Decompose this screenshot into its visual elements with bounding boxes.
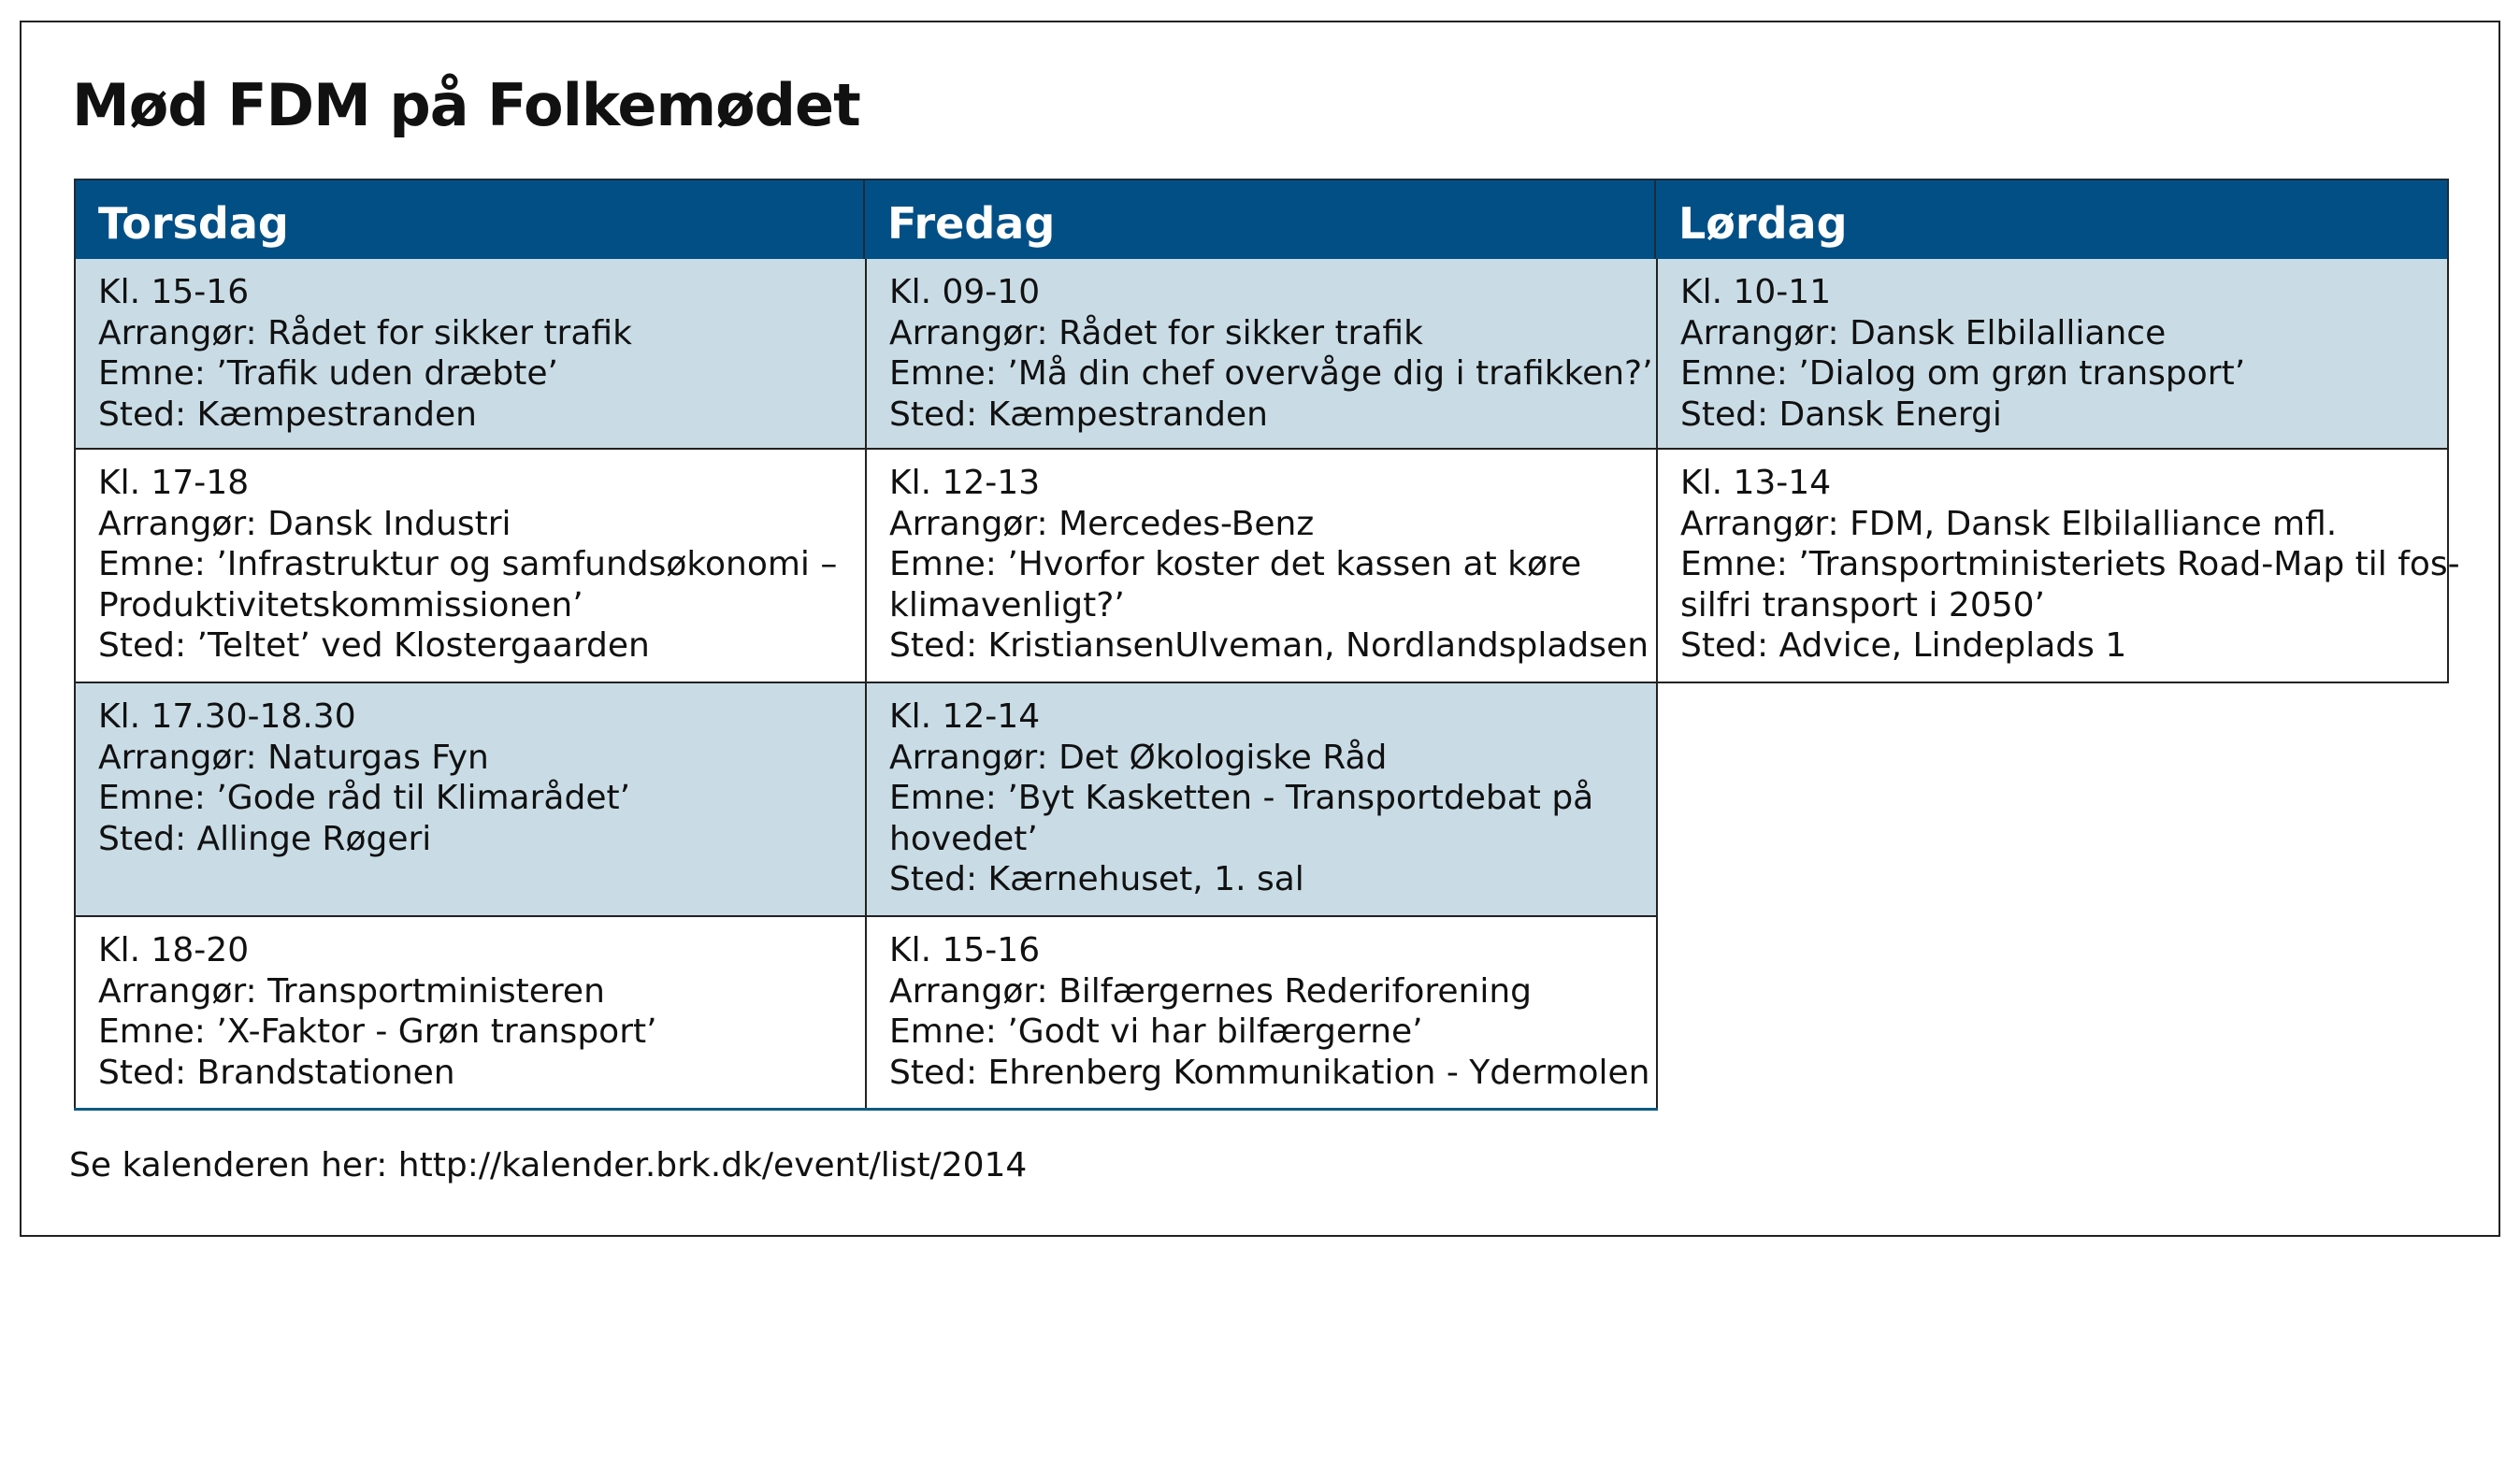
event-topic: Emne: ’Trafik uden dræbte’ [98, 354, 558, 394]
event-cell-fredag-1 [865, 259, 1658, 450]
column-header-torsdag: Torsdag [74, 179, 865, 259]
event-cell-lordag-1 [1656, 259, 2449, 450]
event-organizer: Arrangør: Mercedes-Benz [889, 504, 1315, 543]
event-organizer: Arrangør: Transportministeren [98, 971, 605, 1011]
event-location: Sted: Allinge Røgeri [98, 819, 432, 858]
event-cell-torsdag-3 [74, 683, 867, 917]
event-topic: Emne: ’Byt Kasketten - Transportdebat på [889, 779, 1594, 818]
event-time: Kl. 12-14 [889, 697, 1041, 736]
calendar-link-text: Se kalenderen her: http://kalender.brk.dk/event/list/2014 [69, 1146, 1028, 1184]
event-topic: Emne: ’Godt vi har bilfærgerne’ [889, 1012, 1423, 1052]
event-organizer: Arrangør: FDM, Dansk Elbilalliance mfl. [1680, 504, 2338, 543]
event-cell-torsdag-1 [74, 259, 867, 450]
event-topic-cont: hovedet’ [889, 819, 1038, 858]
event-organizer: Arrangør: Naturgas Fyn [98, 738, 489, 777]
event-cell-lordag-2 [1656, 450, 2460, 683]
event-time: Kl. 09-10 [889, 273, 1041, 311]
event-topic: Emne: ’Transportministeriets Road-Map til fos- [1680, 545, 2460, 584]
event-time: Kl. 18-20 [98, 931, 250, 969]
event-cell-fredag-3 [865, 683, 1658, 917]
event-organizer: Arrangør: Bilfærgernes Rederiforening [889, 971, 1533, 1011]
event-cell-fredag-2 [865, 450, 1658, 683]
event-topic-cont: silfri transport i 2050’ [1680, 585, 2045, 624]
event-time: Kl. 15-16 [98, 273, 250, 311]
event-location: Sted: Advice, Lindeplads 1 [1680, 626, 2127, 666]
event-time: Kl. 13-14 [1680, 464, 1832, 502]
event-topic-cont: klimavenligt?’ [889, 585, 1125, 624]
event-location: Sted: Brandstationen [98, 1053, 455, 1092]
event-topic-cont: Produktivitetskommissionen’ [98, 585, 583, 624]
column-header-lordag: Lørdag [1656, 179, 2449, 259]
event-cell-fredag-4 [865, 917, 1658, 1110]
event-topic: Emne: ’Må din chef overvåge dig i trafikken?’ [889, 354, 1653, 394]
column-header-fredag: Fredag [865, 179, 1656, 259]
page-title: Mød FDM på Folkemødet [72, 71, 860, 139]
event-cell-torsdag-4 [74, 917, 867, 1110]
event-topic: Emne: ’Hvorfor koster det kassen at køre [889, 545, 1582, 584]
event-time: Kl. 17-18 [98, 464, 250, 502]
event-location: Sted: Kærnehuset, 1. sal [889, 860, 1304, 899]
event-organizer: Arrangør: Det Økologiske Råd [889, 738, 1388, 777]
event-time: Kl. 12-13 [889, 464, 1041, 502]
event-topic: Emne: ’Gode råd til Klimarådet’ [98, 779, 631, 818]
event-organizer: Arrangør: Rådet for sikker trafik [98, 313, 632, 352]
event-topic: Emne: ’Infrastruktur og samfundsøkonomi – [98, 545, 838, 584]
event-topic: Emne: ’X-Faktor - Grøn transport’ [98, 1012, 657, 1052]
event-location: Sted: Kæmpestranden [889, 395, 1268, 434]
table-bottom-rule [74, 1108, 1658, 1111]
event-topic: Emne: ’Dialog om grøn transport’ [1680, 354, 2246, 394]
event-location: Sted: ’Teltet’ ved Klostergaarden [98, 626, 650, 666]
event-organizer: Arrangør: Dansk Elbilalliance [1680, 313, 2167, 352]
event-cell-torsdag-2 [74, 450, 867, 683]
event-location: Sted: Dansk Energi [1680, 395, 2002, 434]
event-time: Kl. 10-11 [1680, 273, 1832, 311]
event-location: Sted: Ehrenberg Kommunikation - Ydermolen [889, 1053, 1650, 1092]
event-time: Kl. 17.30-18.30 [98, 697, 356, 736]
event-location: Sted: KristiansenUlveman, Nordlandspladsen [889, 626, 1649, 666]
event-location: Sted: Kæmpestranden [98, 395, 477, 434]
event-organizer: Arrangør: Rådet for sikker trafik [889, 313, 1423, 352]
event-organizer: Arrangør: Dansk Industri [98, 504, 511, 543]
event-time: Kl. 15-16 [889, 931, 1041, 969]
